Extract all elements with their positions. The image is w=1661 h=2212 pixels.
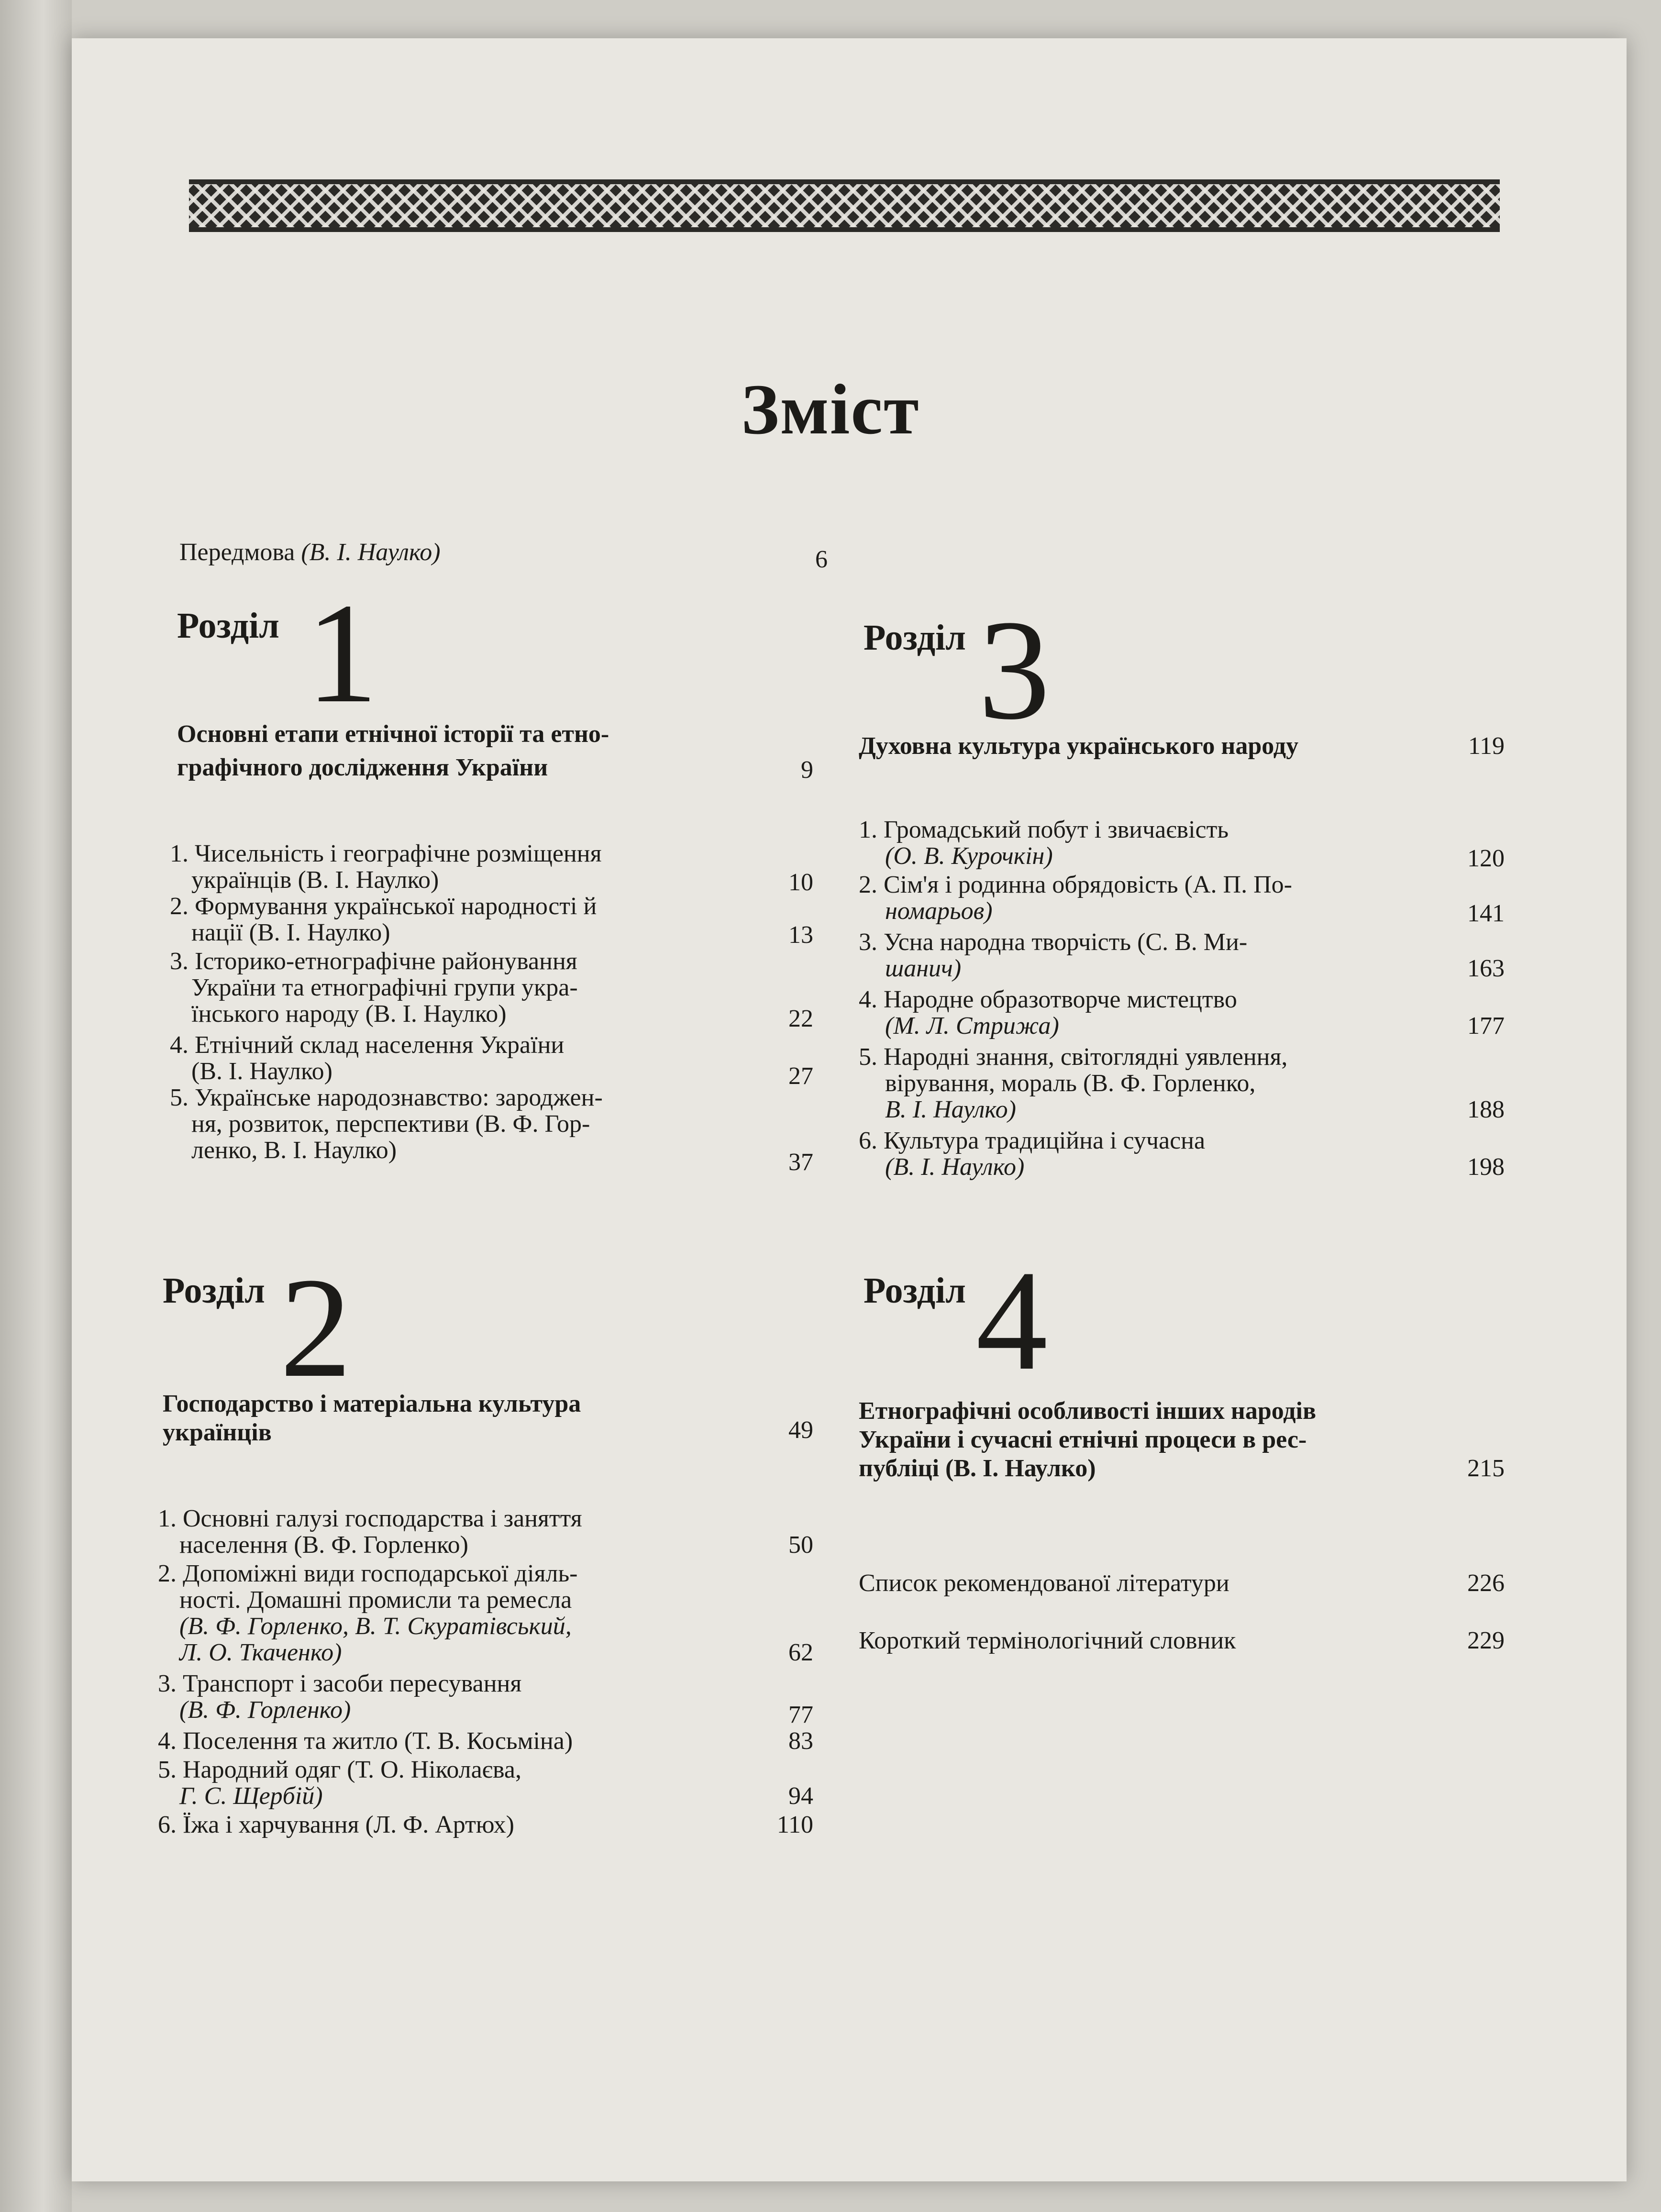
section-label: Розділ — [163, 1271, 265, 1311]
toc-page: 120 — [1467, 845, 1505, 872]
toc-item: 5. Народний одяг (Т. О. Ніколаєва, — [158, 1756, 521, 1783]
toc-item: 1. Чисельність і географічне розміщення — [170, 840, 602, 867]
section-label: Розділ — [864, 618, 966, 658]
toc-item: України та етнографічні групи укра- — [191, 974, 578, 1001]
toc-item: 6. Культура традиційна і сучасна — [859, 1127, 1206, 1154]
page-title: Зміст — [741, 370, 920, 449]
toc-item: (В. І. Наулко) — [191, 1058, 332, 1085]
toc-page: 22 — [788, 1005, 813, 1032]
section-number: 4 — [976, 1241, 1048, 1400]
section-number: 3 — [978, 590, 1050, 749]
toc-item: ності. Домашні промисли та ремесла — [179, 1586, 572, 1614]
toc-item: 6. Їжа і харчування (Л. Ф. Артюх) — [158, 1811, 514, 1838]
toc-item: (О. В. Курочкін) — [885, 842, 1053, 870]
section-heading: Основні етапи етнічної історії та етно- — [177, 720, 609, 748]
toc-item: вірування, мораль (В. Ф. Горленко, — [885, 1070, 1256, 1097]
toc-item: 1. Громадський побут і звичаєвість — [859, 816, 1229, 843]
toc-item: 5. Народні знання, світоглядні уявлення, — [859, 1043, 1288, 1071]
toc-item: 2. Допоміжні види господарської діяль- — [158, 1560, 578, 1587]
section-heading: Господарство і матеріальна культура — [163, 1390, 581, 1417]
toc-item: Л. О. Ткаченко) — [179, 1639, 342, 1666]
toc-page: 13 — [788, 921, 813, 949]
toc-page: 94 — [788, 1782, 813, 1810]
section-heading: українців — [163, 1419, 272, 1446]
decorative-border — [189, 179, 1500, 232]
toc-item: (В. І. Наулко) — [885, 1153, 1025, 1181]
toc-page: 77 — [788, 1701, 813, 1728]
toc-item: їнського народу (В. І. Наулко) — [191, 1000, 507, 1028]
bibliography-page: 226 — [1467, 1570, 1505, 1597]
section-heading: Духовна культура українського народу — [859, 732, 1299, 760]
section-heading: графічного дослідження України — [177, 754, 548, 781]
section-heading: публіці (В. І. Наулко) — [859, 1455, 1096, 1482]
toc-page: 10 — [788, 869, 813, 896]
toc-page: 62 — [788, 1639, 813, 1666]
toc-item: 3. Історико-етнографічне районування — [170, 948, 577, 975]
section-label: Розділ — [864, 1271, 966, 1311]
preface-author: (В. І. Наулко) — [301, 539, 441, 566]
toc-item: ленко, В. І. Наулко) — [191, 1137, 397, 1164]
toc-page: 188 — [1467, 1096, 1505, 1123]
section-heading-page: 119 — [1468, 732, 1505, 760]
section-label: Розділ — [177, 606, 279, 646]
section-heading-page: 49 — [788, 1416, 813, 1444]
toc-item: населення (В. Ф. Горленко) — [179, 1531, 468, 1559]
section-heading-page: 9 — [801, 756, 813, 784]
toc-item: 1. Основні галузі господарства і заняття — [158, 1505, 582, 1532]
toc-item: 4. Поселення та житло (Т. В. Косьміна) — [158, 1727, 573, 1755]
toc-item: 3. Транспорт і засоби пересування — [158, 1670, 522, 1697]
glossary-entry: Короткий термінологічний словник — [859, 1627, 1236, 1654]
preface-entry — [179, 538, 441, 567]
section-number: 1 — [306, 574, 378, 732]
section-heading: України і сучасні етнічні процеси в рес- — [859, 1426, 1307, 1453]
preface-text: Передмова — [179, 539, 295, 566]
toc-item: Г. С. Щербій) — [179, 1782, 323, 1810]
toc-item: (В. Ф. Горленко) — [179, 1696, 351, 1724]
toc-item: В. І. Наулко) — [885, 1096, 1016, 1123]
toc-item: (В. Ф. Горленко, В. Т. Скуратівський, — [179, 1613, 572, 1640]
toc-page: 110 — [776, 1811, 813, 1838]
section-heading: Етнографічні особливості інших народів — [859, 1397, 1317, 1425]
preface-page: 6 — [815, 546, 828, 573]
toc-item: номарьов) — [885, 897, 993, 925]
toc-page: 177 — [1467, 1012, 1505, 1040]
bibliography-entry: Список рекомендованої літератури — [859, 1570, 1229, 1597]
toc-page: 141 — [1467, 900, 1505, 927]
toc-page: 83 — [788, 1727, 813, 1755]
toc-item: 5. Українське народознавство: зароджен- — [170, 1084, 603, 1111]
book-spine — [0, 0, 72, 2212]
section-number: 2 — [280, 1248, 352, 1407]
toc-item: 4. Етнічний склад населення України — [170, 1031, 565, 1059]
toc-page: 198 — [1467, 1153, 1505, 1181]
toc-page: 37 — [788, 1149, 813, 1176]
toc-item: ня, розвиток, перспективи (В. Ф. Гор- — [191, 1110, 590, 1138]
toc-item: нації (В. І. Наулко) — [191, 919, 390, 946]
toc-item: 2. Формування української народності й — [170, 893, 597, 920]
toc-page: 27 — [788, 1062, 813, 1090]
toc-item: українців (В. І. Наулко) — [191, 866, 439, 894]
toc-page: 50 — [788, 1531, 813, 1559]
toc-item: (М. Л. Стрижа) — [885, 1012, 1059, 1040]
section-heading-page: 215 — [1467, 1455, 1505, 1482]
toc-item: 4. Народне образотворче мистецтво — [859, 986, 1237, 1013]
glossary-page: 229 — [1467, 1627, 1505, 1654]
toc-item: 3. Усна народна творчість (С. В. Ми- — [859, 929, 1248, 956]
toc-item: шанич) — [885, 955, 962, 982]
toc-item: 2. Сім'я і родинна обрядовість (А. П. По- — [859, 871, 1292, 898]
toc-page: 163 — [1467, 955, 1505, 982]
